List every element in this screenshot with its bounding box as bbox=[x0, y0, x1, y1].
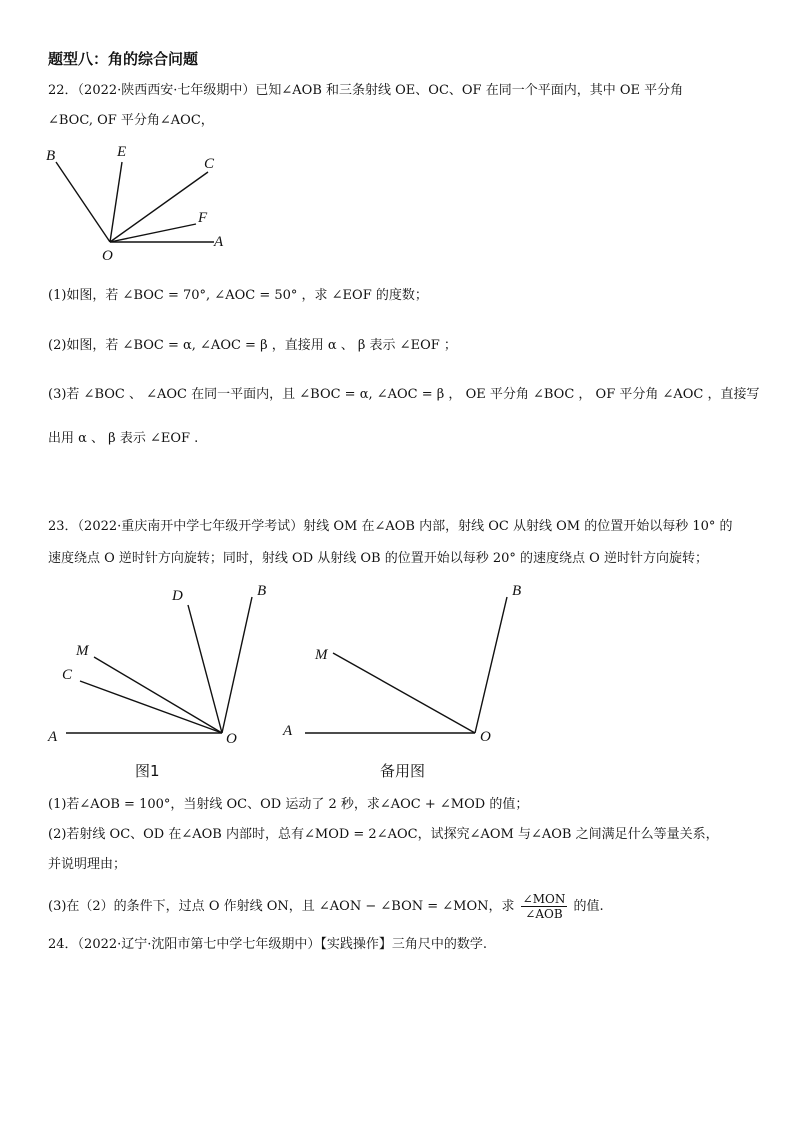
label-A: A bbox=[283, 723, 293, 739]
label-B: B bbox=[257, 583, 267, 599]
q23-part-3-suffix: 的值. bbox=[573, 899, 604, 914]
ray-OB bbox=[56, 162, 110, 242]
q23-figure-spare bbox=[275, 575, 535, 750]
label-B: B bbox=[512, 583, 522, 599]
ray-OE bbox=[110, 162, 122, 242]
label-O: O bbox=[226, 731, 237, 747]
q23-part-1: (1)若∠AOB = 100°，当射线 OC、OD 运动了 2 秒，求∠AOC + ∠MOD 的值； bbox=[48, 797, 529, 812]
label-O: O bbox=[480, 729, 491, 745]
ray-OD bbox=[188, 605, 222, 733]
q22-stem-line-1: 22．（2022·陕西西安·七年级期中）已知∠AOB 和三条射线 OE、OC、OF 在同一个平面内，其中 OE 平分角 bbox=[48, 83, 684, 98]
label-A: A bbox=[48, 729, 58, 745]
fraction-numerator: ∠MON bbox=[522, 892, 566, 906]
label-M: M bbox=[315, 647, 328, 663]
section-title: 题型八：角的综合问题 bbox=[48, 50, 199, 68]
q23-figure-1 bbox=[40, 575, 280, 750]
q23-part-2-line-1: (2)若射线 OC、OD 在∠AOB 内部时，总有∠MOD = 2∠AOC，试探究∠AOM 与∠AOB 之间满足什么等量关系， bbox=[48, 827, 719, 842]
ray-OB bbox=[222, 597, 252, 733]
q22-stem-line-2: ∠BOC, OF 平分角∠AOC， bbox=[48, 113, 214, 128]
fraction-mon-over-aob bbox=[521, 892, 568, 921]
label-C: C bbox=[204, 156, 215, 172]
q23-part-3-prefix: (3)在（2）的条件下，过点 O 作射线 ON，且 ∠AON − ∠BON = ∠MON，求 bbox=[48, 899, 515, 914]
ray-OM bbox=[333, 653, 475, 733]
q22-part-3-line-2: 出用 α 、 β 表示 ∠EOF . bbox=[48, 431, 199, 446]
q23-stem-line-2: 速度绕点 O 逆时针方向旋转；同时，射线 OD 从射线 OB 的位置开始以每秒 20° 的速度绕点 O 逆时针方向旋转； bbox=[48, 551, 708, 566]
label-O: O bbox=[102, 248, 113, 264]
q22-part-3-line-1: (3)若 ∠BOC 、 ∠AOC 在同一平面内，且 ∠BOC = α, ∠AOC = β ， OE 平分角 ∠BOC ， OF 平分角 ∠AOC ，直接写 bbox=[48, 387, 760, 402]
spare-figure-caption: 备用图 bbox=[380, 762, 426, 780]
q23-part-3 bbox=[48, 892, 752, 921]
q22-part-1: (1)如图，若 ∠BOC = 70°, ∠AOC = 50° ，求 ∠EOF 的度数； bbox=[48, 288, 428, 303]
label-F: F bbox=[198, 210, 208, 226]
label-D: D bbox=[172, 588, 183, 604]
label-A: A bbox=[214, 234, 224, 250]
fraction-denominator: ∠AOB bbox=[525, 907, 563, 921]
label-B: B bbox=[46, 148, 56, 164]
label-C: C bbox=[62, 667, 73, 683]
q24-stem: 24．（2022·辽宁·沈阳市第七中学七年级期中）【实践操作】三角尺中的数学. bbox=[48, 937, 488, 952]
figure-1-caption: 图1 bbox=[135, 762, 160, 780]
q22-figure bbox=[40, 140, 240, 265]
q23-part-2-line-2: 并说明理由； bbox=[48, 857, 127, 872]
label-E: E bbox=[117, 144, 127, 160]
ray-OC bbox=[80, 681, 222, 733]
ray-OB bbox=[475, 597, 507, 733]
label-M: M bbox=[76, 643, 89, 659]
ray-OM bbox=[94, 657, 222, 733]
q22-part-2: (2)如图，若 ∠BOC = α, ∠AOC = β ，直接用 α 、 β 表示 ∠EOF ； bbox=[48, 338, 457, 353]
q23-stem-line-1: 23．（2022·重庆南开中学七年级开学考试）射线 OM 在∠AOB 内部，射线 OC 从射线 OM 的位置开始以每秒 10° 的 bbox=[48, 519, 733, 534]
